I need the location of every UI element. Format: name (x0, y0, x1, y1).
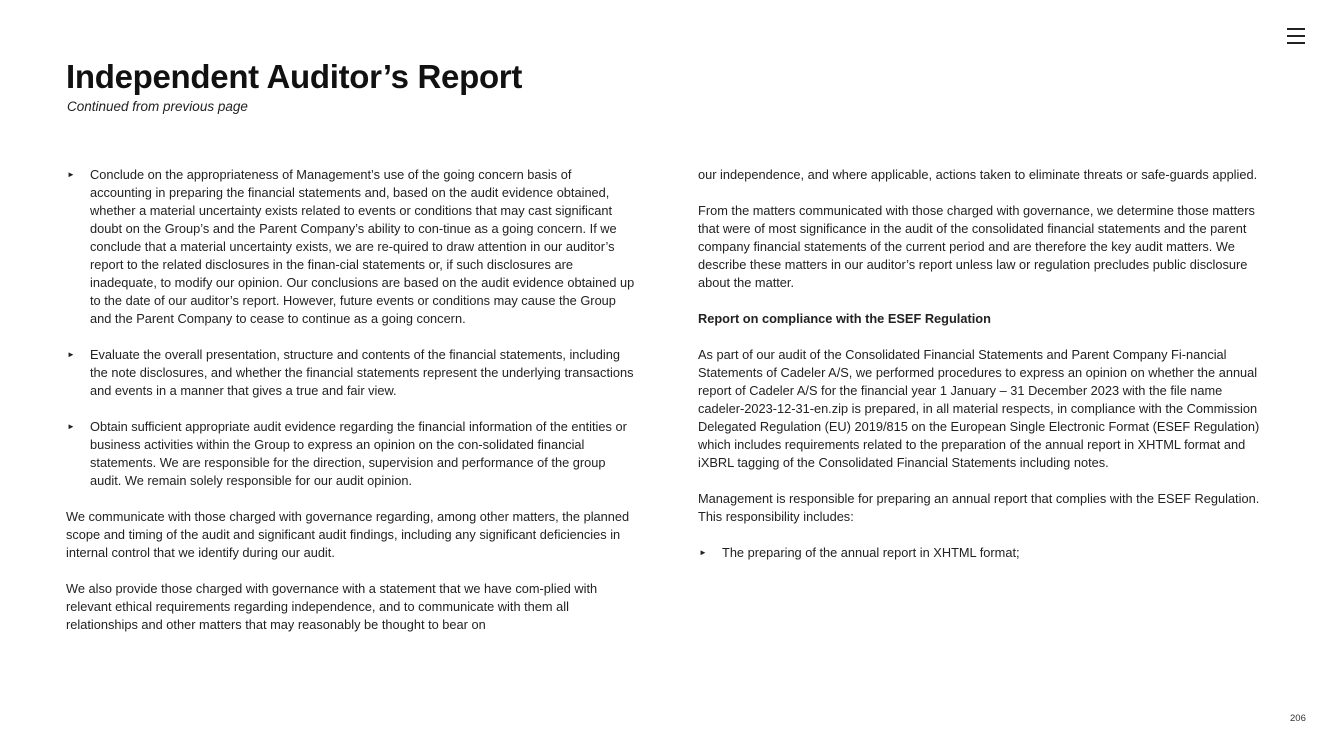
body-paragraph: our independence, and where applicable, actions taken to eliminate threats or safe-guards applied. (698, 167, 1258, 182)
list-item-text: Evaluate the overall presentation, structure and contents of the financial statements, including the note disclosures, and whether the financial statements represent the underlying transactions and events in a manner that gives a true and fair view. (90, 347, 634, 398)
right-column (698, 166, 1268, 580)
bullet-triangle-icon: ► (67, 422, 75, 431)
list-item-text: Conclude on the appropriateness of Management’s use of the going concern basis of accounting in preparing the financial statements and, based on the audit evidence obtained, whether a material uncertainty exists related to events or conditions that may cast significant doubt on the Group’s and the Parent Company’s ability to con-tinue as a going concern. If we conclude that a material uncertainty exists, we are re-quired to draw attention in our auditor’s report to the related disclosures in the finan-cial statements or, if such disclosures are inadequate, to modify our opinion. Our conclusions are based on the audit evidence obtained up to the date of our auditor’s report. However, future events or conditions may cause the Group and the Parent Company to cease to continue as a going concern. (90, 167, 635, 326)
body-paragraph: As part of our audit of the Consolidated Financial Statements and Parent Company Fi-nancial Statements of Cadeler A/S, we performed procedures to express an opinion on whether the annual report of Cadeler A/S for the financial year 1 January – 31 December 2023 with the file name cadeler-2023-12-31-en.zip is prepared, in all material respects, in compliance with the Commission Delegated Regulation (EU) 2019/815 on the European Single Electronic Format (ESEF Regulation) which includes requirements related to the preparation of the annual report in XHTML format and iXBRL tagging of the Consolidated Financial Statements including notes. (698, 347, 1260, 470)
list-item (66, 346, 636, 400)
list-item (66, 418, 636, 490)
page-title: Independent Auditor’s Report (66, 58, 523, 95)
list-item (66, 166, 636, 328)
list-item-text: Obtain sufficient appropriate audit evidence regarding the financial information of the entities or business activities within the Group to express an opinion on the con-solidated financial statements. We are responsible for the direction, supervision and performance of the group audit. We remain solely responsible for our audit opinion. (90, 419, 627, 488)
bullet-triangle-icon: ► (67, 170, 75, 179)
page-subtitle: Continued from previous page (67, 99, 248, 114)
list-item-text: The preparing of the annual report in XHTML format; (722, 545, 1020, 560)
body-paragraph: From the matters communicated with those charged with governance, we determine those matters that were of most significance in the audit of the consolidated financial statements and the parent company financial statements of the current period and are therefore the key audit matters. We describe these matters in our auditor’s report unless law or regulation precludes public disclosure about the matter. (698, 203, 1255, 290)
list-item (698, 544, 1268, 562)
body-paragraph: We communicate with those charged with governance regarding, among other matters, the planned scope and timing of the audit and significant audit findings, including any significant deficiencies in internal control that we identify during our audit. (66, 509, 630, 560)
body-paragraph: Management is responsible for preparing an annual report that complies with the ESEF Regulation. This responsibility includes: (698, 491, 1260, 524)
bullet-triangle-icon: ► (699, 548, 707, 557)
left-column (66, 166, 636, 652)
page-number: 206 (1290, 713, 1306, 724)
bullet-triangle-icon: ► (67, 350, 75, 359)
section-heading: Report on compliance with the ESEF Regulation (698, 311, 991, 326)
hamburger-menu-icon[interactable] (1287, 28, 1305, 44)
body-paragraph: We also provide those charged with governance with a statement that we have com-plied with relevant ethical requirements regarding independence, and to communicate with them all relationships and other matters that may reasonably be thought to bear on (66, 581, 598, 632)
